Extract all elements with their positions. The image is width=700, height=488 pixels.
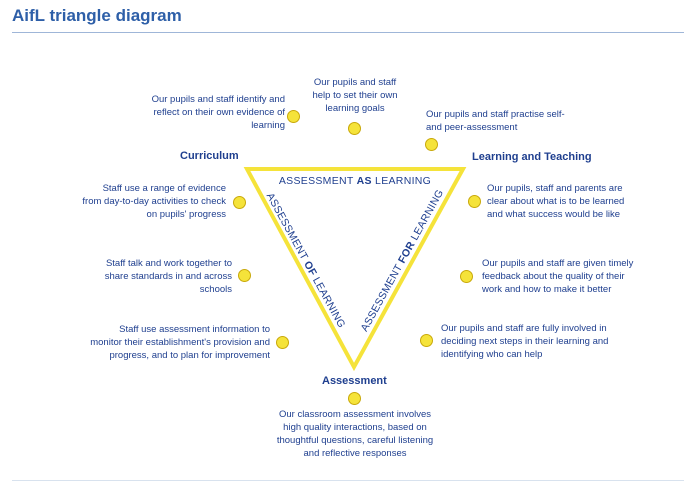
statement-bottom: Our classroom assessment involves high quality interactions, based on thoughtful questions, careful listening and reflective responses xyxy=(276,409,434,459)
heading-learning-teaching: Learning and Teaching xyxy=(472,151,592,163)
statement-right-1-dot xyxy=(468,195,481,208)
statement-left-1: Staff use a range of evidence from day-to-day activities to check on pupils' progress xyxy=(82,183,226,220)
bottom-divider xyxy=(12,480,684,481)
assessment-for-learning-label: ASSESSMENT FOR LEARNING xyxy=(358,187,447,334)
heading-assessment: Assessment xyxy=(322,375,387,387)
statement-right-2-dot xyxy=(460,270,473,283)
heading-curriculum: Curriculum xyxy=(180,150,239,162)
statement-top-center-dot xyxy=(348,122,361,135)
statement-left-1-dot xyxy=(233,196,246,209)
statement-top-right-dot xyxy=(425,138,438,151)
statement-right-2: Our pupils and staff are given timely feedback about the quality of their work and how to make it better xyxy=(482,258,634,295)
statement-left-3-dot xyxy=(276,336,289,349)
assessment-of-learning-label: ASSESSMENT OF LEARNING xyxy=(263,190,348,331)
assessment-as-learning-label: ASSESSMENT AS LEARNING xyxy=(278,175,432,187)
statement-right-3: Our pupils and staff are fully involved in deciding next steps in their learning and identifying who can help xyxy=(441,323,609,360)
statement-left-3: Staff use assessment information to monitor their establishment's provision and progress, and to plan for improvement xyxy=(90,324,270,361)
statement-top-right: Our pupils and staff practise self- and peer-assessment xyxy=(426,109,565,133)
statement-right-3-dot xyxy=(420,334,433,347)
statement-left-2: Staff talk and work together to share standards in and across schools xyxy=(104,258,232,295)
statement-top-left: Our pupils and staff identify and reflect on their own evidence of learning xyxy=(151,94,285,131)
page-title: AifL triangle diagram xyxy=(12,6,182,25)
statement-top-center: Our pupils and staff help to set their own learning goals xyxy=(312,77,398,114)
statement-bottom-dot xyxy=(348,392,361,405)
statement-left-2-dot xyxy=(238,269,251,282)
statement-right-1: Our pupils, staff and parents are clear about what is to be learned and what success would be like xyxy=(487,183,625,220)
